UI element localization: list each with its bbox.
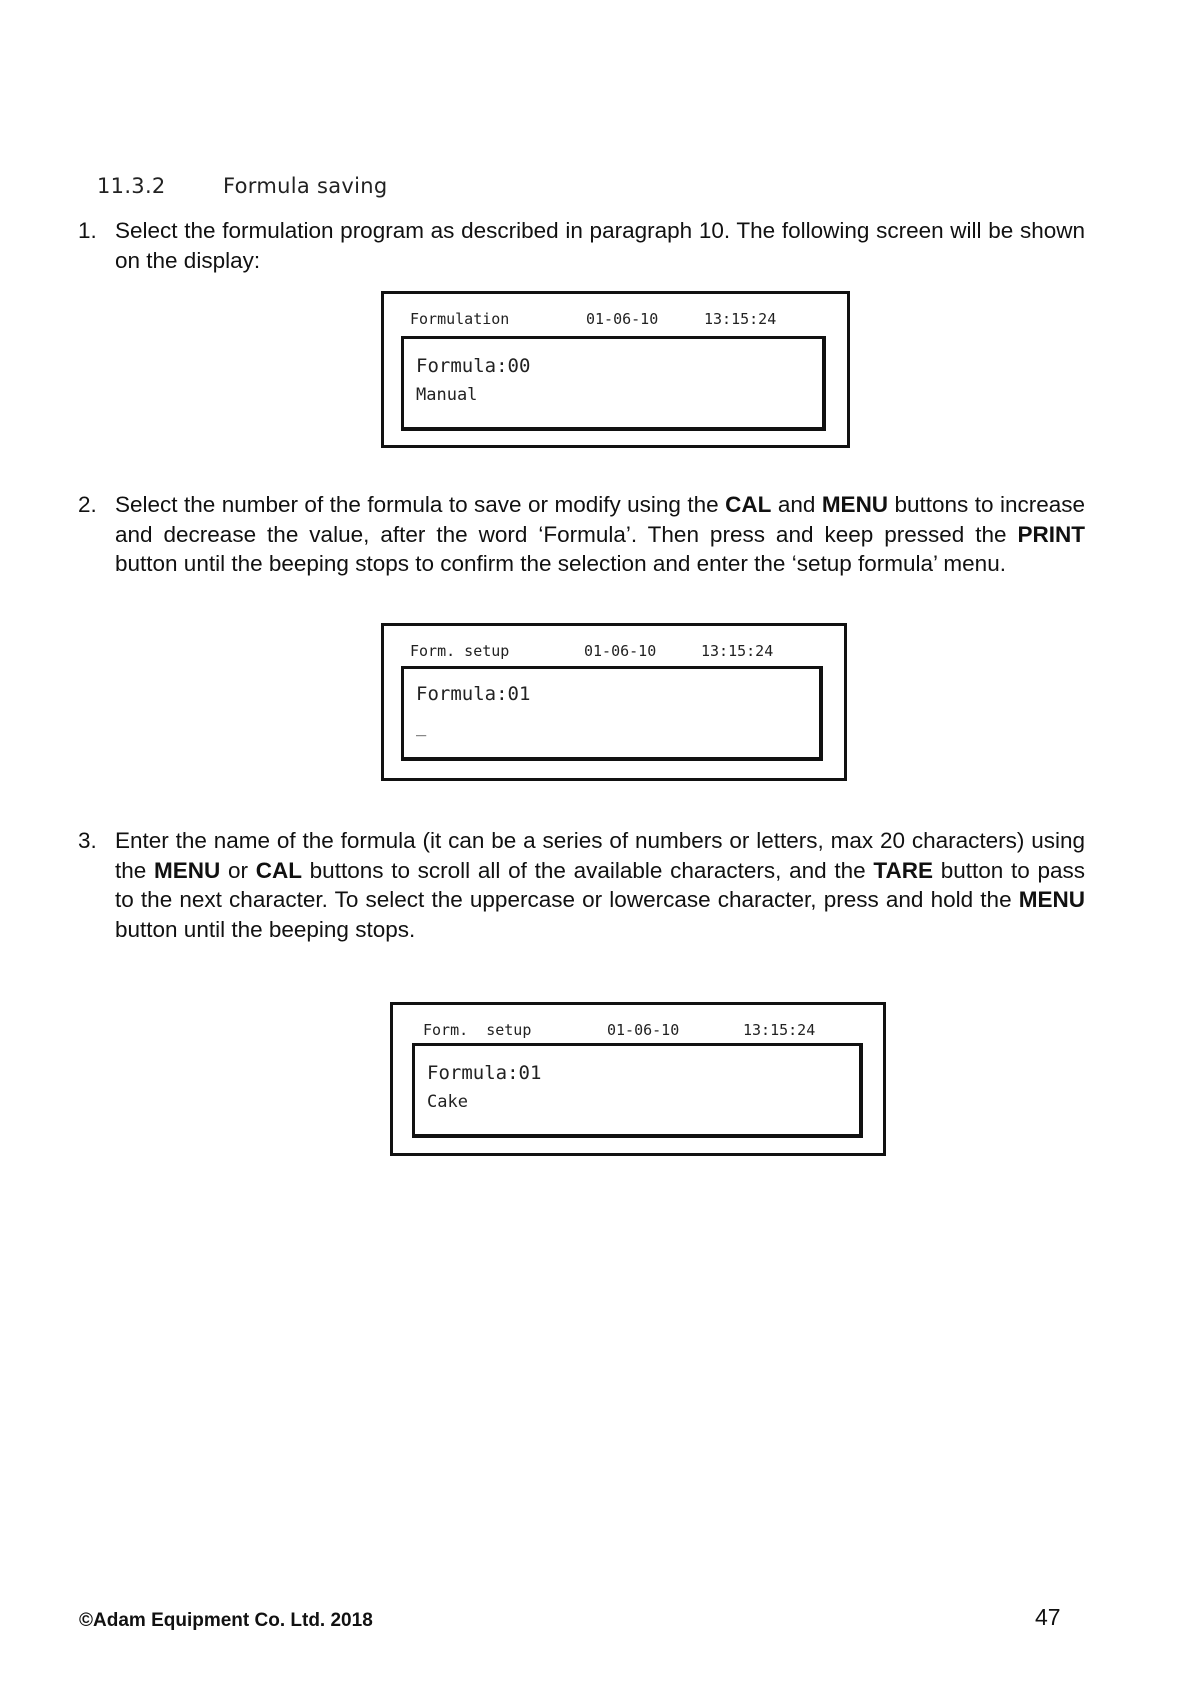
text-run: Select the number of the formula to save or modify using the: [115, 492, 726, 517]
text-run: buttons to increase and decrease the value, after the word ‘Formula’. Then press and keep pressed the: [115, 492, 1086, 547]
button-name: CAL: [725, 492, 772, 517]
step-number: 2.: [78, 492, 97, 517]
text-run: and: [771, 492, 822, 517]
display-date: 01-06-10: [586, 310, 659, 328]
display-mode: Formulation: [410, 310, 510, 328]
text-run: button until the beeping stops.: [115, 916, 416, 942]
step-number: 3.: [78, 828, 97, 853]
footer-copyright: ©Adam Equipment Co. Ltd. 2018: [79, 1610, 373, 1631]
text-run: button to pass to the next character. To select the uppercase or lowercase character, press and hold the: [115, 857, 1085, 912]
text-run: Select the formulation program as described in paragraph 10. The following screen will be shown on the display:: [115, 218, 1085, 273]
step-2: [78, 490, 1085, 579]
page-number: 47: [1035, 1604, 1061, 1630]
button-name: MENU: [821, 492, 889, 517]
display-time: 13:15:24: [701, 642, 774, 660]
display-time: 13:15:24: [704, 310, 777, 328]
step-3: [78, 826, 1085, 944]
button-name: CAL: [255, 857, 302, 883]
step-text: [115, 826, 1085, 944]
display-screen-form-setup-cake: [390, 1002, 886, 1156]
text-run: Enter the name of the formula (it can be a series of numbers or letters, max 20 characters) using the: [115, 828, 1085, 883]
text-run: or: [220, 857, 256, 883]
display-inner-panel: [401, 336, 826, 431]
display-line-2: Cake: [427, 1092, 468, 1112]
display-inner-panel: [412, 1043, 863, 1138]
display-mode: Form. setup: [410, 642, 510, 660]
step-text: [115, 216, 1085, 275]
step-1: [78, 216, 1085, 275]
section-heading: [97, 174, 388, 198]
display-date: 01-06-10: [607, 1021, 680, 1039]
section-number: 11.3.2: [97, 174, 166, 198]
display-line-2-cursor: _: [416, 717, 427, 737]
step-text: [115, 490, 1085, 579]
text-run: buttons to scroll all of the available characters, and the: [301, 857, 874, 883]
section-title: Formula saving: [223, 174, 388, 198]
button-name: MENU: [1018, 887, 1085, 912]
display-line-2: Manual: [416, 385, 478, 405]
button-name: PRINT: [1017, 521, 1085, 547]
display-screen-formulation: [381, 291, 850, 448]
display-date: 01-06-10: [584, 642, 657, 660]
step-number: 1.: [78, 218, 97, 243]
display-time: 13:15:24: [743, 1021, 816, 1039]
button-name: TARE: [873, 857, 933, 883]
display-mode: Form. setup: [423, 1021, 532, 1039]
display-line-1: Formula:00: [416, 355, 531, 377]
display-inner-panel: [401, 666, 823, 761]
button-name: MENU: [154, 857, 221, 883]
text-run: button until the beeping stops to confirm the selection and enter the ‘setup formula’ menu.: [115, 551, 1006, 576]
display-line-1: Formula:01: [427, 1062, 542, 1084]
display-line-1: Formula:01: [416, 683, 531, 705]
display-screen-form-setup: [381, 623, 847, 781]
